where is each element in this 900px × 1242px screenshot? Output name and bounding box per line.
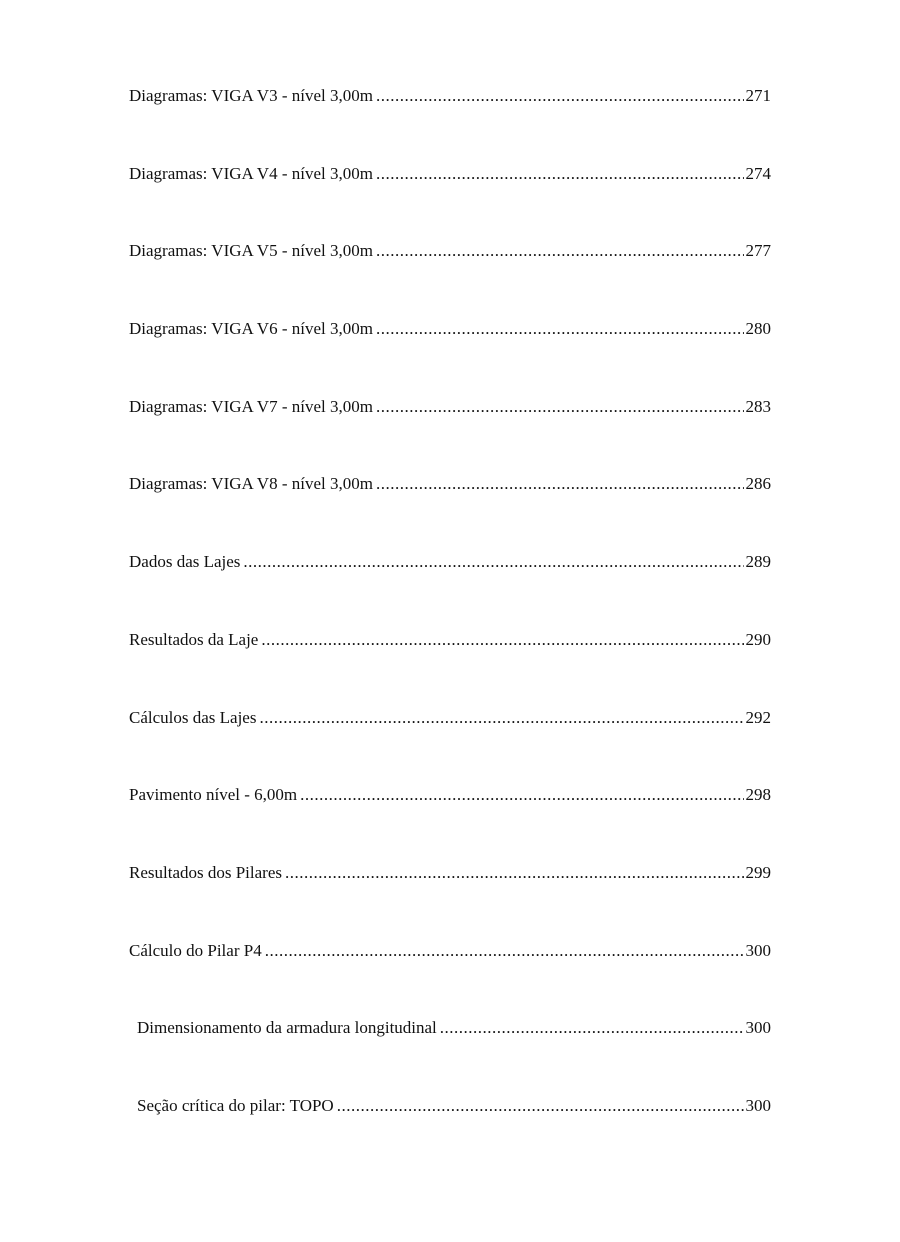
toc-entry-page: 289 bbox=[745, 552, 771, 572]
dot-leader bbox=[376, 472, 744, 496]
toc-entry-title: Diagramas: VIGA V4 - nível 3,00m bbox=[129, 163, 373, 183]
toc-entry[interactable] bbox=[129, 239, 771, 317]
dot-leader bbox=[376, 84, 744, 108]
toc-entry-page: 300 bbox=[745, 940, 771, 960]
toc-entry-page: 274 bbox=[745, 163, 771, 183]
toc-entry[interactable] bbox=[129, 861, 771, 939]
dot-leader bbox=[337, 1094, 744, 1118]
toc-entry-page: 283 bbox=[745, 396, 771, 416]
toc-entry-page: 290 bbox=[745, 629, 771, 649]
toc-subentry[interactable] bbox=[129, 1016, 771, 1094]
toc-entry-page: 300 bbox=[745, 1095, 771, 1115]
toc-entry[interactable] bbox=[129, 395, 771, 473]
toc-entry-title: Cálculo do Pilar P4 bbox=[129, 940, 262, 960]
toc-entry[interactable] bbox=[129, 783, 771, 861]
toc-entry-title: Resultados dos Pilares bbox=[129, 862, 282, 882]
toc-entry[interactable] bbox=[129, 162, 771, 240]
dot-leader bbox=[376, 162, 744, 186]
toc-entry-page: 286 bbox=[745, 474, 771, 494]
toc-entry-title: Resultados da Laje bbox=[129, 629, 259, 649]
dot-leader bbox=[376, 317, 744, 341]
dot-leader bbox=[440, 1016, 744, 1040]
toc-entry[interactable] bbox=[129, 939, 771, 1017]
dot-leader bbox=[259, 706, 743, 730]
toc-entry-title: Diagramas: VIGA V7 - nível 3,00m bbox=[129, 396, 373, 416]
toc-entry[interactable] bbox=[129, 706, 771, 784]
toc-entry-title: Diagramas: VIGA V8 - nível 3,00m bbox=[129, 474, 373, 494]
table-of-contents bbox=[129, 84, 771, 1172]
dot-leader bbox=[265, 939, 744, 963]
toc-entry-page: 280 bbox=[745, 319, 771, 339]
toc-entry-page: 299 bbox=[745, 862, 771, 882]
toc-entry-title: Dados das Lajes bbox=[129, 552, 241, 572]
toc-entry-title: Diagramas: VIGA V3 - nível 3,00m bbox=[129, 86, 373, 105]
toc-entry-page: 300 bbox=[745, 1018, 771, 1038]
toc-entry-title: Seção crítica do pilar: TOPO bbox=[137, 1095, 334, 1115]
toc-entry-page: 277 bbox=[745, 241, 771, 261]
toc-entry-page: 271 bbox=[745, 86, 771, 105]
toc-entry-title: Pavimento nível - 6,00m bbox=[129, 785, 298, 805]
dot-leader bbox=[285, 861, 744, 885]
dot-leader bbox=[376, 239, 744, 263]
toc-entry[interactable] bbox=[129, 84, 771, 162]
toc-entry-title: Diagramas: VIGA V5 - nível 3,00m bbox=[129, 241, 373, 261]
toc-entry-page: 292 bbox=[745, 707, 771, 727]
toc-entry-title: Dimensionamento da armadura longitudinal bbox=[137, 1018, 437, 1038]
dot-leader bbox=[300, 783, 743, 807]
toc-entry[interactable] bbox=[129, 550, 771, 628]
toc-entry-title: Cálculos das Lajes bbox=[129, 707, 257, 727]
toc-entry[interactable] bbox=[129, 317, 771, 395]
dot-leader bbox=[261, 628, 743, 652]
dot-leader bbox=[243, 550, 743, 574]
toc-entry-title: Diagramas: VIGA V6 - nível 3,00m bbox=[129, 319, 373, 339]
dot-leader bbox=[376, 395, 744, 419]
toc-entry[interactable] bbox=[129, 628, 771, 706]
toc-subentry[interactable] bbox=[129, 1094, 771, 1172]
toc-entry[interactable] bbox=[129, 472, 771, 550]
toc-entry-page: 298 bbox=[745, 785, 771, 805]
